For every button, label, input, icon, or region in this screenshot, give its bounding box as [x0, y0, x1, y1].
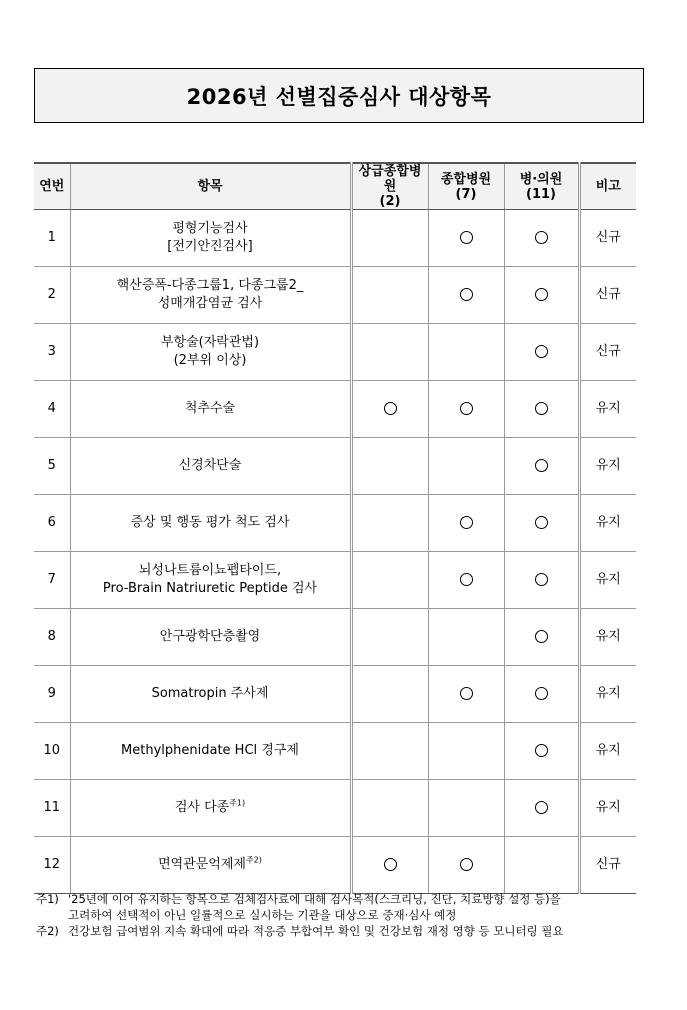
- remark-text: 유지: [595, 743, 621, 758]
- item-name-line: [전기안진검사]: [167, 239, 253, 254]
- tertiary-hospital-mark: [351, 723, 428, 780]
- circle-icon: [384, 402, 397, 415]
- table-row: [34, 666, 636, 723]
- clinic-mark: [504, 210, 579, 267]
- circle-icon: [460, 858, 473, 871]
- clinic-mark: [504, 438, 579, 495]
- clinic-mark: [504, 267, 579, 324]
- row-number: [34, 267, 70, 324]
- item-name-line: Methylphenidate HCl 경구제: [121, 743, 299, 758]
- item-name: [70, 324, 351, 381]
- remark: [579, 381, 636, 438]
- item-name: [70, 723, 351, 780]
- remark-text: 유지: [595, 686, 621, 701]
- title-box: [34, 68, 644, 123]
- item-name: [70, 267, 351, 324]
- row-number: [34, 552, 70, 609]
- footnote-ref: 주2): [245, 855, 262, 865]
- row-number-text: 12: [43, 857, 61, 872]
- row-number-text: 9: [47, 686, 56, 701]
- footnote-2: [36, 923, 638, 939]
- remark-text: 유지: [595, 572, 621, 587]
- table-row: [34, 609, 636, 666]
- clinic-mark: [504, 723, 579, 780]
- remark: [579, 438, 636, 495]
- item-name: [70, 438, 351, 495]
- row-number-text: 2: [47, 287, 56, 302]
- header-clinic: 병·의원 (11): [504, 163, 579, 210]
- item-name: [70, 837, 351, 894]
- circle-icon: [535, 801, 548, 814]
- table-row: [34, 495, 636, 552]
- row-number: [34, 666, 70, 723]
- circle-icon: [535, 573, 548, 586]
- remark: [579, 495, 636, 552]
- circle-icon: [384, 858, 397, 871]
- circle-icon: [535, 231, 548, 244]
- header-remark: 비고: [579, 163, 636, 210]
- row-number-text: 3: [47, 344, 56, 359]
- remark: [579, 837, 636, 894]
- item-name: [70, 381, 351, 438]
- remark-text: 유지: [595, 458, 621, 473]
- circle-icon: [535, 516, 548, 529]
- remark-text: 신규: [595, 230, 621, 245]
- circle-icon: [460, 516, 473, 529]
- general-hospital-mark: [428, 780, 504, 837]
- tertiary-hospital-mark: [351, 837, 428, 894]
- item-name: [70, 210, 351, 267]
- circle-icon: [535, 744, 548, 757]
- row-number: [34, 438, 70, 495]
- table-row: [34, 267, 636, 324]
- clinic-mark: [504, 552, 579, 609]
- tertiary-hospital-mark: [351, 324, 428, 381]
- item-name-line: 뇌성나트륨이뇨펩타이드,: [138, 563, 282, 578]
- item-name-line: 검사 다종: [174, 800, 230, 815]
- table-row: [34, 837, 636, 894]
- clinic-mark: [504, 324, 579, 381]
- remark-text: 신규: [595, 344, 621, 359]
- row-number: [34, 495, 70, 552]
- row-number: [34, 381, 70, 438]
- table-row: [34, 552, 636, 609]
- item-name-line: 안구광학단층촬영: [159, 629, 261, 644]
- item-name-line: 부항술(자락관법): [160, 335, 260, 350]
- row-number: [34, 210, 70, 267]
- footnote-1: [36, 891, 638, 923]
- row-number-text: 5: [47, 458, 56, 473]
- general-hospital-mark: [428, 666, 504, 723]
- remark-text: 유지: [595, 515, 621, 530]
- remark: [579, 210, 636, 267]
- item-name: [70, 609, 351, 666]
- tertiary-hospital-mark: [351, 495, 428, 552]
- remark: [579, 324, 636, 381]
- item-name: [70, 495, 351, 552]
- item-name-line: (2부위 이상): [173, 353, 247, 368]
- general-hospital-mark: [428, 438, 504, 495]
- item-name-line: 평형기능검사: [172, 221, 248, 236]
- general-hospital-mark: [428, 495, 504, 552]
- remark: [579, 552, 636, 609]
- tertiary-hospital-mark: [351, 438, 428, 495]
- clinic-mark: [504, 495, 579, 552]
- circle-icon: [460, 573, 473, 586]
- general-hospital-mark: [428, 723, 504, 780]
- clinic-mark: [504, 837, 579, 894]
- remark: [579, 609, 636, 666]
- remark-text: 신규: [595, 287, 621, 302]
- remark-text: 신규: [595, 857, 621, 872]
- remark: [579, 666, 636, 723]
- row-number-text: 11: [43, 800, 61, 815]
- page-title: 2026년 선별집중심사 대상항목: [186, 84, 492, 109]
- remark-text: 유지: [595, 800, 621, 815]
- circle-icon: [460, 231, 473, 244]
- clinic-mark: [504, 666, 579, 723]
- item-name-line: 핵산증폭-다종그룹1, 다종그룹2_: [116, 278, 304, 293]
- general-hospital-mark: [428, 267, 504, 324]
- row-number-text: 1: [47, 230, 56, 245]
- row-number-text: 6: [47, 515, 56, 530]
- remark: [579, 780, 636, 837]
- footnotes: [36, 891, 638, 939]
- remark: [579, 723, 636, 780]
- table-row: [34, 780, 636, 837]
- circle-icon: [535, 687, 548, 700]
- row-number: [34, 324, 70, 381]
- review-items-table: [34, 162, 636, 894]
- footnote-text: '25년에 이어 유지하는 항목으로 검체검사료에 대해 검사목적(스크리닝, 진단, 치료방향 설정 등)을: [68, 892, 561, 906]
- row-number-text: 10: [43, 743, 61, 758]
- circle-icon: [535, 630, 548, 643]
- item-name-line: Somatropin 주사제: [151, 686, 269, 701]
- table-row: [34, 381, 636, 438]
- tertiary-hospital-mark: [351, 381, 428, 438]
- clinic-mark: [504, 780, 579, 837]
- general-hospital-mark: [428, 324, 504, 381]
- remark: [579, 267, 636, 324]
- item-name-line: 신경차단술: [178, 458, 242, 473]
- header-general: 종합병원 (7): [428, 163, 504, 210]
- clinic-mark: [504, 381, 579, 438]
- tertiary-hospital-mark: [351, 210, 428, 267]
- footnote-mark: 주2): [36, 924, 59, 938]
- footnote-text: 고려하여 선택적이 아닌 일률적으로 실시하는 기관을 대상으로 중재·심사 예정: [68, 908, 457, 922]
- footnote-text: 건강보험 급여범위 지속 확대에 따라 적응증 부합여부 확인 및 건강보험 재정 영향 등 모니터링 필요: [68, 924, 564, 938]
- footnote-mark: 주1): [36, 892, 59, 906]
- row-number-text: 4: [47, 401, 56, 416]
- row-number: [34, 609, 70, 666]
- footnote-ref: 주1): [229, 798, 246, 808]
- item-name: [70, 666, 351, 723]
- tertiary-hospital-mark: [351, 780, 428, 837]
- item-name-line: 성매개감염균 검사: [157, 296, 263, 311]
- header-tertiary: 상급종합병원 (2): [351, 163, 428, 210]
- header-no: 연번: [34, 163, 70, 210]
- circle-icon: [535, 459, 548, 472]
- general-hospital-mark: [428, 609, 504, 666]
- circle-icon: [535, 402, 548, 415]
- tertiary-hospital-mark: [351, 609, 428, 666]
- general-hospital-mark: [428, 552, 504, 609]
- tertiary-hospital-mark: [351, 267, 428, 324]
- item-name-line: Pro-Brain Natriuretic Peptide 검사: [102, 581, 318, 596]
- table-header-row: [34, 163, 636, 210]
- item-name-line: 척추수술: [184, 401, 236, 416]
- table-row: [34, 324, 636, 381]
- circle-icon: [535, 288, 548, 301]
- tertiary-hospital-mark: [351, 552, 428, 609]
- item-name-line: 면역관문억제제: [158, 857, 246, 872]
- general-hospital-mark: [428, 381, 504, 438]
- table-row: [34, 210, 636, 267]
- circle-icon: [535, 345, 548, 358]
- tertiary-hospital-mark: [351, 666, 428, 723]
- circle-icon: [460, 402, 473, 415]
- remark-text: 유지: [595, 401, 621, 416]
- item-name-line: 증상 및 행동 평가 척도 검사: [130, 515, 290, 530]
- general-hospital-mark: [428, 837, 504, 894]
- general-hospital-mark: [428, 210, 504, 267]
- circle-icon: [460, 288, 473, 301]
- header-item: 항목: [70, 163, 351, 210]
- table-row: [34, 438, 636, 495]
- row-number: [34, 837, 70, 894]
- table-row: [34, 723, 636, 780]
- circle-icon: [460, 687, 473, 700]
- clinic-mark: [504, 609, 579, 666]
- item-name: [70, 552, 351, 609]
- row-number: [34, 723, 70, 780]
- row-number-text: 7: [47, 572, 56, 587]
- remark-text: 유지: [595, 629, 621, 644]
- row-number: [34, 780, 70, 837]
- item-name: [70, 780, 351, 837]
- row-number-text: 8: [47, 629, 56, 644]
